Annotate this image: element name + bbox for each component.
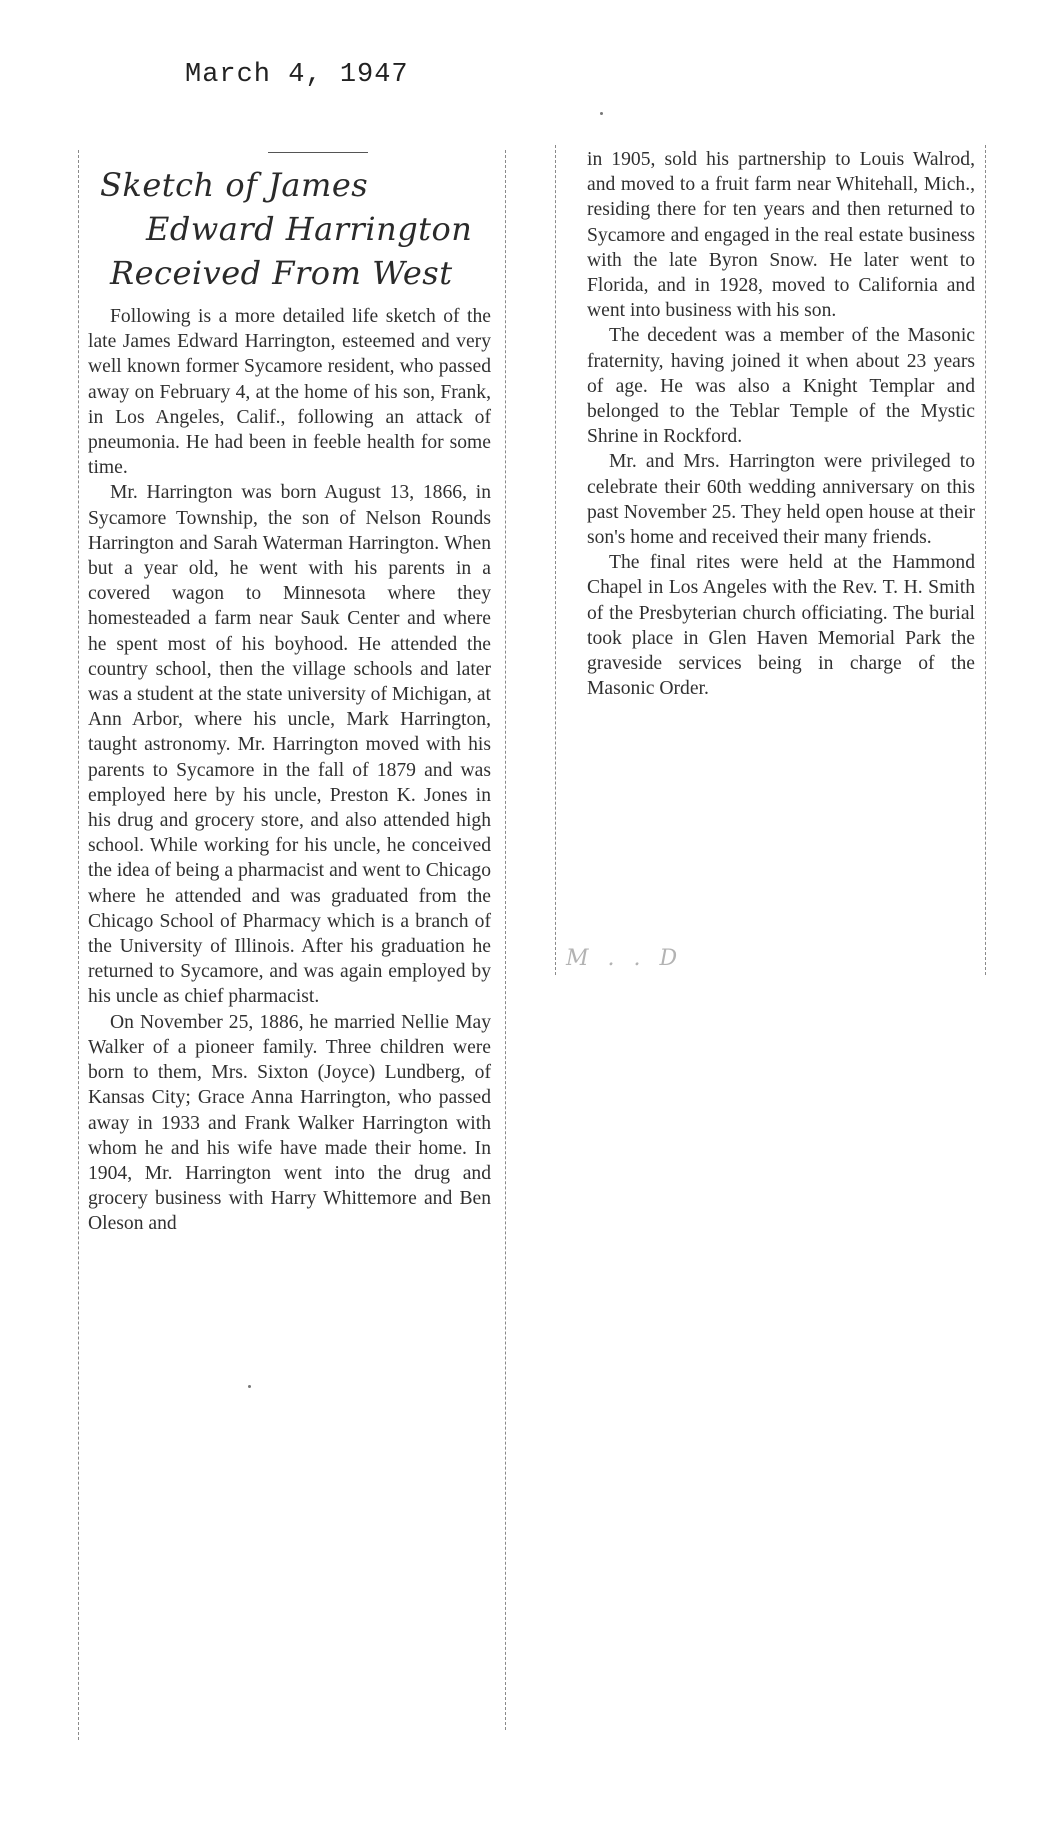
article-headline: [88, 163, 498, 295]
paragraph-masonic: The decedent was a member of the Masonic fraternity, having joined it when about 23 years of age. He was also a Knight Templar and belonged to the Teblar Temple of the Mystic Shrine in Rockford.: [587, 325, 975, 448]
paragraph-final-rites: The final rites were held at the Hammond Chapel in Los Angeles with the Rev. T. H. Smith of the Presbyterian church officiating. The burial took place in Glen Haven Memorial Park the graveside services being in charge of the Masonic Order.: [587, 552, 975, 700]
headline-line-2: Edward Harrington: [146, 210, 473, 248]
paragraph-intro: Following is a more detailed life sketch of the late James Edward Harrington, esteemed and very well known former Sycamore resident, who passed away on February 4, at the home of his son, Frank, in Los Angeles, Calif., following an attack of pneumonia. He had been in feeble health for some time.: [88, 306, 491, 479]
article-column-1: [88, 304, 491, 1237]
headline-top-rule: [268, 152, 368, 153]
paragraph-career: in 1905, sold his partnership to Louis Walrod, and moved to a fruit farm near Whitehall, Mich., residing there for ten years and then returned to Sycamore and engaged in the real estate business with the late Byron Snow. He later went to Florida, and in 1928, moved to California and went into business with his son.: [587, 149, 975, 322]
paragraph-anniversary: Mr. and Mrs. Harrington were privileged to celebrate their 60th wedding anniversary on this past November 25. They held open house at their son's home and received their many friends.: [587, 451, 975, 549]
clip-left-border: [78, 150, 79, 1740]
torn-edge-smudge: M . . D: [566, 946, 684, 971]
date-stamp: March 4, 1947: [185, 60, 409, 90]
scan-speck: [248, 1385, 251, 1388]
clip-center-border: [505, 150, 506, 1730]
scan-speck: [600, 112, 603, 115]
article-column-2: [587, 147, 975, 701]
clip-center-border-upper: [555, 145, 556, 975]
paragraph-early-life: Mr. Harrington was born August 13, 1866, in Sycamore Township, the son of Nelson Rounds Harrington and Sarah Waterman Harrington. When but a year old, he went with his parents in a covered wagon to Minnesota where they homesteaded a farm near Sauk Center and where he spent most of his boyhood. He attended the country school, then the village schools and later was a student at the state university of Michigan, at Ann Arbor, where his uncle, Mark Harrington, taught astronomy. Mr. Harrington moved with his parents to Sycamore in the fall of 1879 and was employed here by his uncle, Preston K. Jones in his drug and grocery store, and also attended high school. While working for his uncle, he conceived the idea of being a pharmacist and went to Chicago where he attended and was graduated from the Chicago School of Pharmacy which is a branch of the University of Illinois. After his graduation he returned to Sycamore, and was again employed by his uncle as chief pharmacist.: [88, 482, 491, 1008]
paragraph-marriage: On November 25, 1886, he married Nellie May Walker of a pioneer family. Three children were born to them, Mrs. Sixton (Joyce) Lundberg, of Kansas City; Grace Anna Harrington, who passed away in 1933 and Frank Walker Harrington with whom he and his wife have made their home. In 1904, Mr. Harrington went into the drug and grocery business with Harry Whittemore and Ben Oleson and: [88, 1011, 491, 1235]
clip-right-border: [985, 145, 986, 975]
headline-line-1: Sketch of James: [100, 166, 369, 204]
headline-line-3: Received From West: [110, 254, 453, 292]
